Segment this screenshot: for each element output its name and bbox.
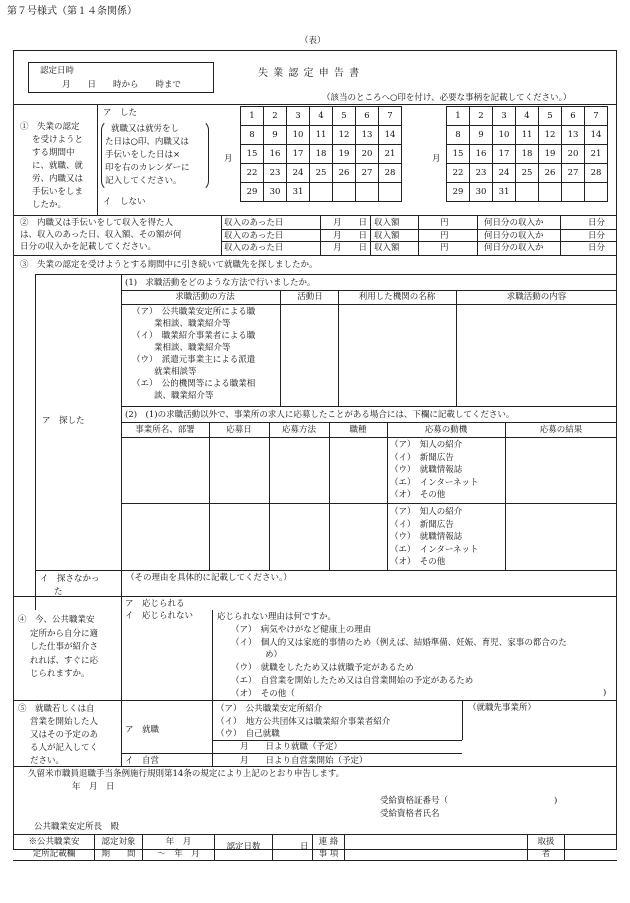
h2-motive: 応募の動機	[424, 425, 468, 435]
income-c4: 円	[440, 230, 449, 241]
cert-close: )	[554, 796, 558, 806]
calendar-day[interactable]: 26	[539, 164, 562, 183]
income-c1: 収入のあった日	[224, 243, 284, 253]
cal-month-2: 月	[432, 154, 441, 164]
h2-date: 応募日	[226, 425, 252, 435]
calendar-day[interactable]: 15	[447, 145, 470, 164]
income-c4: 円	[440, 243, 449, 253]
calendar-day[interactable]: 14	[585, 126, 608, 145]
income-c3: 収入額	[374, 243, 400, 253]
h2-result: 応募の結果	[539, 425, 583, 435]
calendar-day[interactable]: 12	[333, 126, 356, 145]
h1-date: 活動日	[297, 292, 323, 302]
q3-option-a[interactable]: ア 探した	[42, 416, 85, 426]
calendar-day[interactable]: 2	[470, 107, 493, 126]
calendar-day[interactable]: 6	[562, 107, 585, 126]
income-c3: 収入額	[374, 218, 400, 228]
calendar-day[interactable]: 12	[539, 126, 562, 145]
method-list: （ア） 公共職業安定所による職 業相談、職業紹介等 （イ） 職業紹介事業者による職 業相談、職業紹介等 （ウ） 派遣元事業主による派遣 就業相談等 （エ） 公的機関等による職業相 談、職業紹介等	[132, 307, 256, 401]
calendar-day[interactable]: 19	[333, 145, 356, 164]
income-c6: 日分	[588, 230, 606, 241]
calendar-day[interactable]: 6	[356, 107, 379, 126]
q5-option-b[interactable]: イ 自営	[125, 756, 160, 766]
calendar-day[interactable]: 21	[379, 145, 402, 164]
income-c1: 収入のあった日	[224, 230, 284, 241]
calendar-day[interactable]: 4	[310, 107, 333, 126]
calendar-day[interactable]: 8	[447, 126, 470, 145]
bottom-office-col: ※公共職業安 定所記載欄	[28, 837, 80, 859]
calendar-day[interactable]: 10	[493, 126, 516, 145]
calendar-day[interactable]: 11	[516, 126, 539, 145]
motive-list-1: （ア） 知人の紹介 （イ） 新聞広告 （ウ） 就職情報誌 （エ） インターネット （オ） その他	[390, 440, 479, 501]
calendar-day[interactable]: 16	[470, 145, 493, 164]
income-c2: 月 日	[333, 218, 368, 228]
office-chief: 公共職業安定所長 殿	[34, 822, 120, 832]
income-c1: 収入のあった日	[224, 218, 284, 228]
calendar-day[interactable]: 8	[241, 126, 264, 145]
calendar-day[interactable]: 11	[310, 126, 333, 145]
calendar-day[interactable]: 25	[310, 164, 333, 183]
q5-text: ⑤ 就職若しくは自 営業を開始した人 又はその予定のあ る人が記入してく ださい。	[18, 704, 99, 766]
calendar-day[interactable]: 5	[333, 107, 356, 126]
bottom-days-unit: 日	[300, 842, 309, 852]
h2-method: 応募方法	[281, 425, 316, 435]
calendar-day[interactable]: 26	[333, 164, 356, 183]
h1-agency: 利用した機関の名称	[358, 292, 436, 302]
q4-close: )	[603, 688, 607, 698]
calendar-day[interactable]: 14	[379, 126, 402, 145]
calendar-day[interactable]: 13	[562, 126, 585, 145]
calendar-day[interactable]: 1	[447, 107, 470, 126]
calendar-day[interactable]: 20	[562, 145, 585, 164]
q4-text: ④ 今、公共職業安 定所から自分に適 した仕事が紹介さ れれば、すぐに応 じられますか。	[18, 615, 99, 679]
calendar-day[interactable]	[516, 183, 539, 202]
calendar-day[interactable]: 20	[356, 145, 379, 164]
q2-text: ② 内職又は手伝いをして収入を得た人 は、収入のあった日、収入額、その額が何 日分の収入かを記載してください。	[20, 218, 182, 252]
calendar-day[interactable]: 7	[379, 107, 402, 126]
date-label: 認定日時	[40, 66, 75, 76]
calendar-day[interactable]	[310, 183, 333, 202]
applicant-name[interactable]: 受給資格者氏名	[380, 809, 440, 819]
calendar-day[interactable]: 1	[241, 107, 264, 126]
q3-p1: (1) 求職活動をどのような方法で行いましたか。	[125, 278, 316, 288]
q4-option-b[interactable]: イ 応じられない	[125, 611, 194, 621]
q1-bracket-text: 就職又は就労をし た日は○印、内職又は 手伝いをした日は× 印を右のカレンダーに 記入してください。	[105, 124, 190, 186]
motive-list-2: （ア） 知人の紹介 （イ） 新聞広告 （ウ） 就職情報誌 （エ） インターネット （オ） その他	[390, 507, 479, 568]
calendar-day[interactable]: 31	[287, 183, 310, 202]
calendar-day[interactable]: 24	[287, 164, 310, 183]
calendar-day[interactable]: 17	[493, 145, 516, 164]
calendar-1[interactable]	[240, 106, 402, 202]
q3-option-b[interactable]: イ 探さなかっ た	[40, 574, 100, 597]
calendar-day[interactable]	[539, 183, 562, 202]
bottom-period-value[interactable]: 年 月 ～ 年 月	[157, 837, 200, 859]
calendar-day[interactable]: 31	[493, 183, 516, 202]
calendar-day[interactable]: 29	[447, 183, 470, 202]
declaration: 久留米市職員退職手当条例施行規則第14条の規定により上記のとおり申告します。	[28, 769, 345, 779]
calendar-day[interactable]: 3	[493, 107, 516, 126]
calendar-day[interactable]	[333, 183, 356, 202]
date-line: 月 日 時から 時まで	[62, 80, 182, 90]
calendar-2[interactable]	[446, 106, 608, 202]
calendar-day[interactable]: 7	[585, 107, 608, 126]
calendar-day[interactable]: 30	[470, 183, 493, 202]
calendar-day[interactable]: 17	[287, 145, 310, 164]
calendar-day[interactable]: 16	[264, 145, 287, 164]
cal-month-1: 月	[224, 154, 233, 164]
form-title: 失 業 認 定 申 告 書	[258, 68, 361, 79]
calendar-day[interactable]: 9	[470, 126, 493, 145]
income-c2: 月 日	[333, 230, 368, 241]
calendar-day[interactable]: 15	[241, 145, 264, 164]
calendar-day[interactable]: 29	[241, 183, 264, 202]
q5-option-a[interactable]: ア 就職	[125, 725, 160, 735]
calendar-day[interactable]: 27	[562, 164, 585, 183]
calendar-day[interactable]	[356, 183, 379, 202]
income-c3: 収入額	[374, 230, 400, 241]
income-c4: 円	[440, 218, 449, 228]
bottom-days-label: 認定日数	[226, 842, 261, 852]
form-id: 第７号様式（第１４条関係）	[7, 6, 137, 17]
q3-p2: (2) (1)の求職活動以外で、事業所の求人に応募したことがある場合には、下欄に記載してください。	[125, 410, 515, 420]
income-c5: 何日分の収入か	[484, 218, 544, 228]
calendar-day[interactable]: 4	[516, 107, 539, 126]
cert-number[interactable]: 受給資格証番号（	[380, 796, 449, 806]
form-note: （該当のところへ○印を付け、必要な事柄を記載してください。）	[322, 93, 572, 103]
bottom-contact-label: 連 絡 事 項	[318, 837, 339, 859]
q5-employ-date[interactable]: 月 日より就職（予定）	[240, 742, 343, 752]
calendar-day[interactable]: 18	[516, 145, 539, 164]
q1-option-a[interactable]: ア した	[103, 108, 138, 118]
form-side: （表）	[300, 36, 326, 46]
h1-method: 求職活動の方法	[175, 292, 235, 302]
calendar-day[interactable]: 23	[470, 164, 493, 183]
calendar-day[interactable]: 23	[264, 164, 287, 183]
calendar-day[interactable]: 18	[310, 145, 333, 164]
income-c5: 何日分の収入か	[484, 230, 544, 241]
calendar-day[interactable]: 9	[264, 126, 287, 145]
calendar-day[interactable]: 25	[516, 164, 539, 183]
calendar-day[interactable]: 21	[585, 145, 608, 164]
income-c6: 日分	[588, 243, 606, 253]
calendar-day[interactable]: 22	[447, 164, 470, 183]
q3-reason: （その理由を具体的に記載してください。）	[126, 573, 292, 583]
q3-text: ③ 失業の認定を受けようとする期間中に引き続いて就職先を探しましたか。	[20, 260, 318, 270]
bottom-handler-label: 取扱 者	[537, 837, 555, 859]
q4-reasons: 応じられない理由は何ですか。 （ア） 病気やけがなど健康上の理由 （イ） 個人的又は家庭的事情のため（例えば、結婚準備、妊娠、育児、家事の都合のた め） （ウ） 就職をしたため又は就職予定があるため （エ） 自営業を開始したため又は自営業開始の予定があるため （オ） その他（	[217, 612, 567, 699]
calendar-day[interactable]: 10	[287, 126, 310, 145]
income-c5: 何日分の収入か	[484, 243, 544, 253]
calendar-day[interactable]: 28	[585, 164, 608, 183]
calendar-day[interactable]: 5	[539, 107, 562, 126]
calendar-day[interactable]	[379, 183, 402, 202]
calendar-day[interactable]: 22	[241, 164, 264, 183]
calendar-day[interactable]: 19	[539, 145, 562, 164]
calendar-day[interactable]	[585, 183, 608, 202]
calendar-day[interactable]: 30	[264, 183, 287, 202]
calendar-day[interactable]: 13	[356, 126, 379, 145]
bottom-period-label: 認定対象 期 間	[101, 837, 136, 859]
calendar-day[interactable]: 28	[379, 164, 402, 183]
calendar-day[interactable]: 27	[356, 164, 379, 183]
q4-option-a[interactable]: ア 応じられる	[125, 599, 185, 609]
q1-text: ① 失業の認定 を受けようと する期間中 に、就職、就 労、内職又は 手伝いをしま したか。	[20, 122, 84, 210]
income-c6: 日分	[588, 218, 606, 228]
declaration-date[interactable]: 年 月 日	[72, 782, 115, 792]
h2-company: 事業所名、部署	[135, 425, 195, 435]
h2-job: 職種	[349, 425, 367, 435]
h1-content: 求職活動の内容	[506, 292, 567, 302]
calendar-day[interactable]: 2	[264, 107, 287, 126]
calendar-day[interactable]	[562, 183, 585, 202]
calendar-day[interactable]: 3	[287, 107, 310, 126]
q5-employer[interactable]: （就職先事業所）	[468, 703, 537, 713]
income-c2: 月 日	[333, 243, 368, 253]
q5-options: （ア） 公共職業安定所紹介 （イ） 地方公共団体又は職業紹介事業者紹介 （ウ） 自己就職	[216, 704, 391, 739]
q5-self-date[interactable]: 月 日より自営業開始（予定）	[240, 756, 368, 766]
q1-option-b[interactable]: イ しない	[103, 197, 146, 207]
calendar-day[interactable]: 24	[493, 164, 516, 183]
